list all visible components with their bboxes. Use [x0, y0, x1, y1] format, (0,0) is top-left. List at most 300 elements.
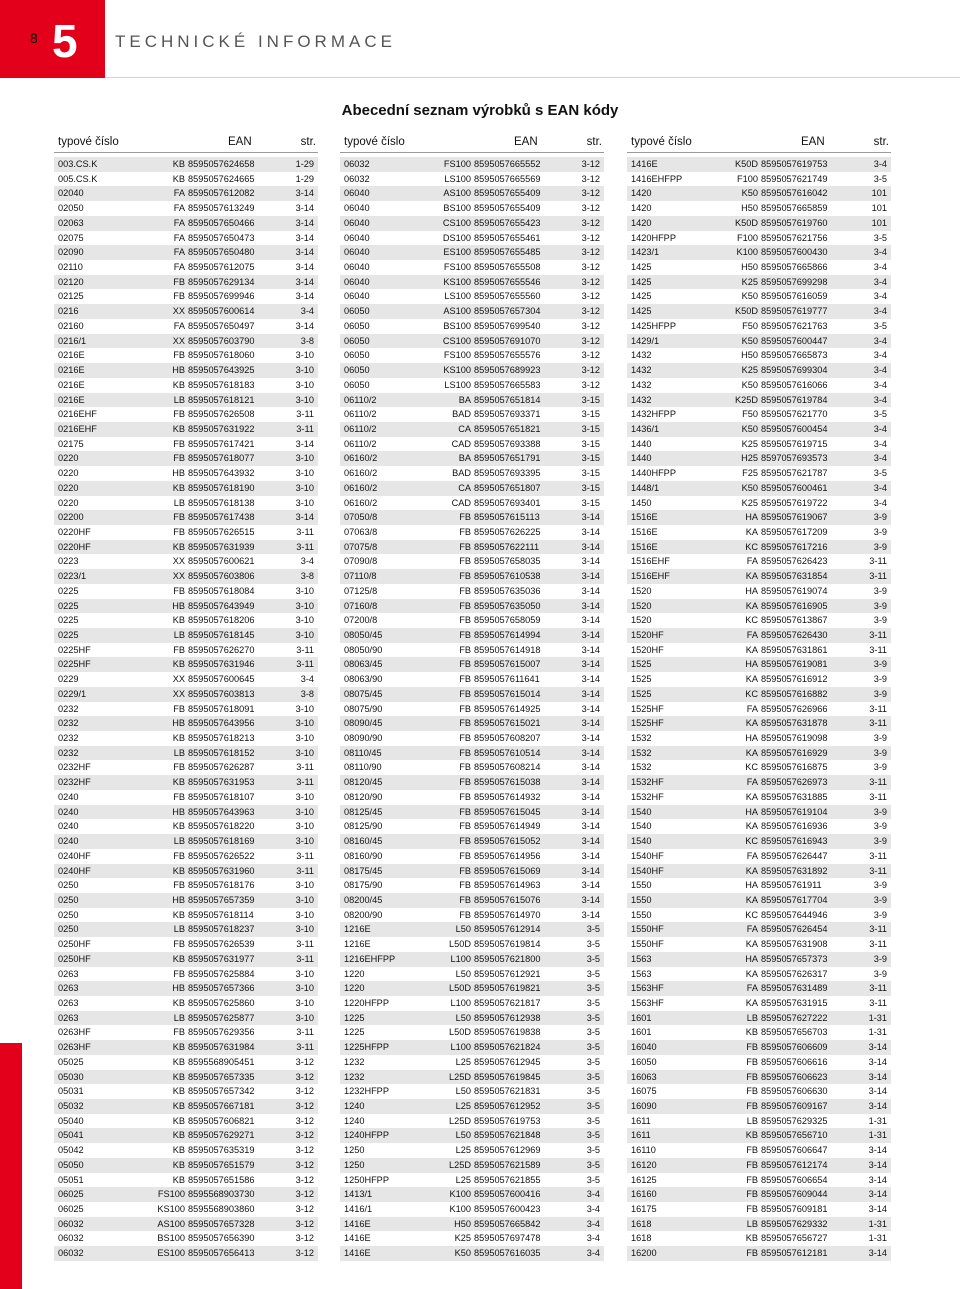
type-number: 08110/90	[344, 762, 382, 773]
ean-code: 8595057626515	[188, 526, 255, 537]
column-header-page: str.	[300, 136, 316, 148]
page-ref: 3-12	[295, 1204, 314, 1215]
variant-code: HA	[745, 585, 758, 596]
page-ref: 3-12	[581, 365, 600, 376]
variant-code: LB	[173, 394, 185, 405]
table-row	[627, 1158, 891, 1173]
variant-code: KB	[172, 541, 185, 552]
variant-code: K50	[454, 1248, 471, 1259]
page-ref: 3-15	[581, 453, 600, 464]
table-row	[54, 1173, 318, 1188]
table-row	[340, 496, 604, 511]
variant-code: FB	[459, 541, 471, 552]
ean-code: 8595057621831	[474, 1086, 541, 1097]
ean-code: 8595057600454	[761, 423, 828, 434]
type-number: 07160/8	[344, 600, 378, 611]
variant-code: CAD	[451, 438, 471, 449]
variant-code: ES100	[443, 247, 471, 258]
variant-code: XX	[172, 556, 185, 567]
ean-code: 8595057612938	[474, 1012, 541, 1023]
type-number: 08090/45	[344, 718, 383, 729]
table-row	[54, 1187, 318, 1202]
page-ref: 3-12	[581, 320, 600, 331]
variant-code: LB	[746, 1218, 758, 1229]
ean-code: 8595057606623	[761, 1071, 828, 1082]
variant-code: F100	[737, 173, 758, 184]
table-row	[54, 540, 318, 555]
variant-code: L25	[455, 1174, 471, 1185]
type-number: 06025	[58, 1189, 84, 1200]
page-ref: 3-10	[295, 880, 314, 891]
ean-code: 8595057618176	[188, 880, 255, 891]
ean-code: 8595057621800	[474, 953, 541, 964]
ean-code: 8595057699946	[188, 291, 255, 302]
variant-code: LB	[173, 630, 185, 640]
table-row	[340, 334, 604, 349]
table-row	[340, 584, 604, 599]
table-row	[54, 1025, 318, 1040]
page-ref: 3-5	[586, 1042, 600, 1053]
type-number: 1516EHF	[631, 571, 670, 582]
variant-code: FB	[173, 526, 185, 537]
page-ref: 3-4	[300, 674, 314, 685]
table-row	[340, 628, 604, 643]
variant-code: FB	[459, 674, 471, 685]
table-row	[340, 643, 604, 658]
ean-code: 8595057631960	[188, 865, 255, 876]
table-row	[54, 451, 318, 466]
variant-code: K50D	[735, 217, 758, 228]
ean-code: 8595057619715	[761, 438, 828, 449]
page-number: 8	[30, 30, 38, 46]
table-row	[627, 393, 891, 408]
page-ref: 3-5	[873, 320, 887, 331]
variant-code: K50	[741, 482, 758, 493]
page-ref: 3-11	[869, 556, 887, 567]
table-row	[340, 790, 604, 805]
table-row	[340, 657, 604, 672]
page-ref: 3-10	[295, 924, 314, 935]
variant-code: KC	[745, 909, 758, 920]
variant-code: FA	[173, 203, 185, 214]
page-ref: 3-12	[295, 1218, 314, 1229]
ean-code: 8595057618190	[188, 482, 255, 493]
variant-code: LB	[173, 836, 185, 847]
variant-code: KB	[745, 1027, 758, 1038]
page-ref: 3-9	[873, 806, 887, 817]
table-row	[54, 908, 318, 923]
ean-code: 8595057635319	[188, 1145, 255, 1156]
table-row	[627, 157, 891, 172]
type-number: 1563	[631, 953, 652, 964]
page-ref: 3-10	[295, 350, 314, 361]
variant-code: H25	[741, 453, 758, 464]
table-row	[54, 231, 318, 246]
ean-code: 8595057615021	[474, 718, 541, 729]
variant-code: HA	[745, 953, 758, 964]
page-ref: 3-14	[295, 232, 314, 243]
page-ref: 101	[871, 203, 887, 214]
column-header-type: typové číslo	[58, 136, 119, 148]
variant-code: BS100	[157, 1233, 185, 1244]
ean-code: 8595057614932	[474, 791, 541, 802]
variant-code: FB	[459, 600, 471, 611]
table-row	[627, 1055, 891, 1070]
ean-code: 8595057657328	[188, 1218, 255, 1229]
page-ref: 3-4	[300, 306, 314, 317]
ean-code: 8595057615076	[474, 894, 541, 905]
type-number: 1440HFPP	[631, 468, 676, 479]
ean-code: 8595057631861	[761, 644, 828, 655]
ean-code: 8595057629134	[188, 276, 255, 287]
type-number: 0216/1	[58, 335, 87, 346]
type-number: 1516E	[631, 541, 658, 552]
variant-code: F25	[742, 468, 758, 479]
ean-code: 8595057624658	[188, 159, 255, 169]
page-ref: 3-9	[873, 659, 887, 670]
table-row	[627, 613, 891, 628]
table-row	[627, 525, 891, 540]
ean-code: 8595057626508	[188, 409, 255, 420]
ean-code: 8595057621848	[474, 1130, 541, 1141]
type-number: 02075	[58, 232, 84, 243]
table-row	[54, 1143, 318, 1158]
type-number: 05040	[58, 1115, 84, 1126]
table-row	[627, 1025, 891, 1040]
variant-code: FB	[173, 703, 185, 714]
table-row	[340, 1055, 604, 1070]
variant-code: FB	[746, 1042, 758, 1053]
ean-code: 8595057600423	[474, 1204, 541, 1215]
type-number: 08063/45	[344, 659, 383, 670]
page-ref: 3-4	[586, 1204, 600, 1215]
page-ref: 3-12	[581, 217, 600, 228]
type-number: 08175/90	[344, 880, 383, 891]
type-number: 0220	[58, 482, 79, 493]
page-ref: 3-11	[296, 423, 314, 434]
column-header-page: str.	[873, 136, 889, 148]
table-row	[54, 481, 318, 496]
type-number: 1250	[344, 1159, 365, 1170]
variant-code: L50	[455, 1012, 471, 1023]
type-number: 08200/45	[344, 894, 383, 905]
table-row	[340, 775, 604, 790]
page-ref: 1-31	[868, 1130, 887, 1141]
type-number: 06160/2	[344, 497, 378, 508]
page-ref: 3-11	[296, 939, 314, 950]
ean-code: 8595057693388	[474, 438, 541, 449]
ean-code: 8595057622111	[474, 541, 540, 552]
ean-code: 8595057693371	[474, 409, 541, 420]
variant-code: H50	[741, 262, 758, 273]
variant-code: KA	[745, 939, 758, 950]
page-ref: 3-14	[581, 821, 600, 832]
page-ref: 3-12	[295, 1189, 314, 1200]
ean-code: 8595057624665	[188, 173, 255, 184]
ean-code: 8595057651586	[188, 1174, 255, 1185]
product-table-3	[627, 128, 891, 1261]
variant-code: KA	[745, 571, 758, 582]
table-row	[340, 864, 604, 879]
page-ref: 3-14	[581, 615, 600, 626]
type-number: 06032	[344, 173, 370, 184]
variant-code: KC	[745, 836, 758, 847]
variant-code: KB	[172, 1174, 185, 1185]
ean-code: 8595057603813	[188, 688, 255, 699]
type-number: 16075	[631, 1086, 657, 1097]
variant-code: KB	[172, 379, 185, 390]
page-ref: 3-10	[295, 909, 314, 920]
variant-code: K50D	[735, 159, 758, 169]
page-ref: 3-4	[873, 276, 887, 287]
variant-code: K50	[741, 188, 758, 199]
table-row	[340, 1099, 604, 1114]
variant-code: KB	[172, 1086, 185, 1097]
table-row	[627, 1084, 891, 1099]
variant-code: KA	[745, 968, 758, 979]
variant-code: XX	[172, 571, 185, 582]
variant-code: FB	[459, 806, 471, 817]
table-row	[54, 260, 318, 275]
table-row	[340, 451, 604, 466]
page-ref: 3-14	[868, 1248, 887, 1259]
type-number: 1425HFPP	[631, 320, 676, 331]
ean-code: 8595057629332	[761, 1218, 828, 1229]
page-ref: 3-12	[295, 1248, 314, 1259]
table-row	[627, 466, 891, 481]
page-ref: 3-10	[295, 747, 314, 758]
ean-code: 8595057613249	[188, 203, 255, 214]
type-number: 1540HF	[631, 865, 664, 876]
type-number: 1520	[631, 615, 652, 626]
page-ref: 3-5	[873, 173, 887, 184]
table-row	[54, 1055, 318, 1070]
table-row	[627, 1099, 891, 1114]
variant-code: KA	[745, 718, 758, 729]
type-number: 1540HF	[631, 850, 664, 861]
ean-code: 8595057650466	[188, 217, 255, 228]
ean-code: 8595057656703	[761, 1027, 828, 1038]
page-ref: 1-31	[868, 1115, 887, 1126]
page-ref: 3-10	[295, 1012, 314, 1023]
page-ref: 3-11	[296, 659, 314, 670]
table-row	[54, 172, 318, 187]
page-ref: 3-8	[300, 335, 314, 346]
variant-code: K25	[741, 365, 758, 376]
type-number: 0225HF	[58, 659, 91, 670]
table-row	[627, 451, 891, 466]
ean-code: 8595057631922	[188, 423, 255, 434]
table-row	[340, 996, 604, 1011]
type-number: 1611	[631, 1130, 651, 1141]
table-row	[627, 864, 891, 879]
ean-code: 8597057693573	[761, 453, 828, 464]
variant-code: KA	[745, 997, 758, 1008]
page-ref: 3-11	[296, 865, 314, 876]
page-ref: 3-10	[295, 836, 314, 847]
variant-code: KB	[172, 1071, 185, 1082]
page-ref: 3-9	[873, 541, 887, 552]
type-number: 005.CS.K	[58, 173, 98, 184]
page-ref: 3-10	[295, 806, 314, 817]
page-ref: 3-14	[295, 438, 314, 449]
ean-code: 8595057618121	[188, 394, 255, 405]
page-ref: 3-11	[869, 718, 887, 729]
variant-code: LB	[173, 497, 185, 508]
type-number: 0216EHF	[58, 409, 97, 420]
header-title: TECHNICKÉ INFORMACE	[115, 32, 396, 51]
table-row	[627, 775, 891, 790]
page-ref: 3-9	[873, 600, 887, 611]
page-ref: 3-5	[586, 968, 600, 979]
type-number: 08050/45	[344, 630, 383, 640]
ean-code: 8595057618107	[188, 791, 255, 802]
variant-code: BA	[458, 394, 471, 405]
table-row	[627, 319, 891, 334]
page-ref: 3-5	[586, 997, 600, 1008]
type-number: 1601	[631, 1027, 652, 1038]
table-row	[340, 481, 604, 496]
variant-code: FB	[173, 968, 185, 979]
type-number: 02040	[58, 188, 84, 199]
ean-code: 8595057616066	[761, 379, 828, 390]
variant-code: FA	[746, 556, 758, 567]
table-row	[54, 628, 318, 643]
ean-code: 8595057655485	[474, 247, 541, 258]
type-number: 08175/45	[344, 865, 383, 876]
type-number: 06040	[344, 188, 370, 199]
ean-code: 8595057665842	[474, 1218, 541, 1229]
page-ref: 3-12	[295, 1174, 314, 1185]
page-ref: 3-4	[873, 453, 887, 464]
variant-code: L25	[455, 1056, 471, 1067]
page-ref: 3-5	[586, 939, 600, 950]
table-row	[54, 289, 318, 304]
table-row	[54, 186, 318, 201]
variant-code: FB	[459, 909, 471, 920]
page-ref: 3-5	[586, 1086, 600, 1097]
ean-code: 8595057651791	[474, 453, 541, 464]
ean-code: 8595057626454	[761, 924, 828, 935]
ean-code: 8595057618213	[188, 733, 255, 744]
ean-code: 8595057615007	[474, 659, 541, 670]
type-number: 1425	[631, 306, 652, 317]
type-number: 1520	[631, 600, 652, 611]
page-ref: 3-14	[295, 247, 314, 258]
column-header-type: typové číslo	[344, 136, 405, 148]
page-ref: 3-10	[295, 718, 314, 729]
ean-code: 8595057631878	[761, 718, 828, 729]
ean-code: 8595057657304	[474, 306, 541, 317]
table-row	[340, 231, 604, 246]
table-row	[54, 584, 318, 599]
variant-code: FB	[459, 880, 471, 891]
page-ref: 3-11	[869, 924, 887, 935]
ean-code: 8595057611641	[474, 674, 540, 685]
page-ref: 3-14	[868, 1086, 887, 1097]
table-row	[54, 378, 318, 393]
ean-code: 8595057656710	[761, 1130, 828, 1141]
page-ref: 3-9	[873, 909, 887, 920]
variant-code: F50	[742, 320, 758, 331]
table-row	[340, 1025, 604, 1040]
ean-code: 8595057665569	[474, 173, 541, 184]
page-ref: 3-10	[295, 894, 314, 905]
table-row	[340, 687, 604, 702]
variant-code: KA	[745, 644, 758, 655]
ean-code: 8595057643956	[188, 718, 255, 729]
ean-code: 8595057615014	[474, 688, 541, 699]
type-number: 0223	[58, 556, 79, 567]
page-ref: 3-11	[869, 703, 887, 714]
ean-code: 8595057619821	[474, 983, 541, 994]
table-row	[340, 289, 604, 304]
page-ref: 3-14	[868, 1174, 887, 1185]
variant-code: L50	[455, 1086, 471, 1097]
type-number: 0250	[58, 880, 79, 891]
variant-code: FB	[173, 276, 185, 287]
type-number: 0220	[58, 468, 79, 479]
variant-code: AS100	[443, 306, 471, 317]
ean-code: 8595057612945	[474, 1056, 541, 1067]
page-ref: 3-14	[581, 556, 600, 567]
ean-code: 8595057658035	[474, 556, 541, 567]
ean-code: 8595057621756	[761, 232, 828, 243]
ean-code: 8595057618169	[188, 836, 255, 847]
variant-code: HB	[172, 600, 185, 611]
page-ref: 3-9	[873, 674, 887, 685]
table-row	[54, 363, 318, 378]
type-number: 07125/8	[344, 585, 378, 596]
type-number: 1540	[631, 806, 652, 817]
variant-code: BAD	[452, 409, 471, 420]
section-title: Abecední seznam výrobků s EAN kódy	[341, 102, 619, 119]
ean-code: 8595568903860	[188, 1204, 255, 1215]
table-row	[627, 746, 891, 761]
ean-code: 8595057618183	[188, 379, 255, 390]
type-number: 08160/90	[344, 850, 383, 861]
variant-code: CAD	[451, 497, 471, 508]
ean-code: 8595057651579	[188, 1159, 255, 1170]
ean-code: 8595057656390	[188, 1233, 255, 1244]
variant-code: KB	[172, 1145, 185, 1156]
variant-code: FB	[459, 556, 471, 567]
type-number: 0225	[58, 630, 79, 640]
column-header-ean: EAN	[801, 136, 825, 148]
table-row	[54, 716, 318, 731]
variant-code: KB	[172, 159, 185, 169]
page-ref: 3-12	[295, 1159, 314, 1170]
variant-code: KB	[172, 777, 185, 788]
type-number: 1601	[631, 1012, 652, 1023]
page-ref: 3-10	[295, 497, 314, 508]
page-ref: 3-9	[873, 821, 887, 832]
type-number: 1416E	[344, 1218, 371, 1229]
table-row	[54, 1231, 318, 1246]
page-ref: 3-12	[581, 335, 600, 346]
type-number: 05030	[58, 1071, 84, 1082]
type-number: 1525HF	[631, 703, 664, 714]
table-row	[340, 260, 604, 275]
page-ref: 1-31	[868, 1233, 887, 1244]
type-number: 1220	[344, 968, 365, 979]
table-row	[54, 1202, 318, 1217]
type-number: 0240	[58, 791, 79, 802]
table-row	[627, 554, 891, 569]
type-number: 1413/1	[344, 1189, 373, 1200]
page-ref: 3-14	[581, 880, 600, 891]
ean-code: 8595057612181	[761, 1248, 828, 1259]
